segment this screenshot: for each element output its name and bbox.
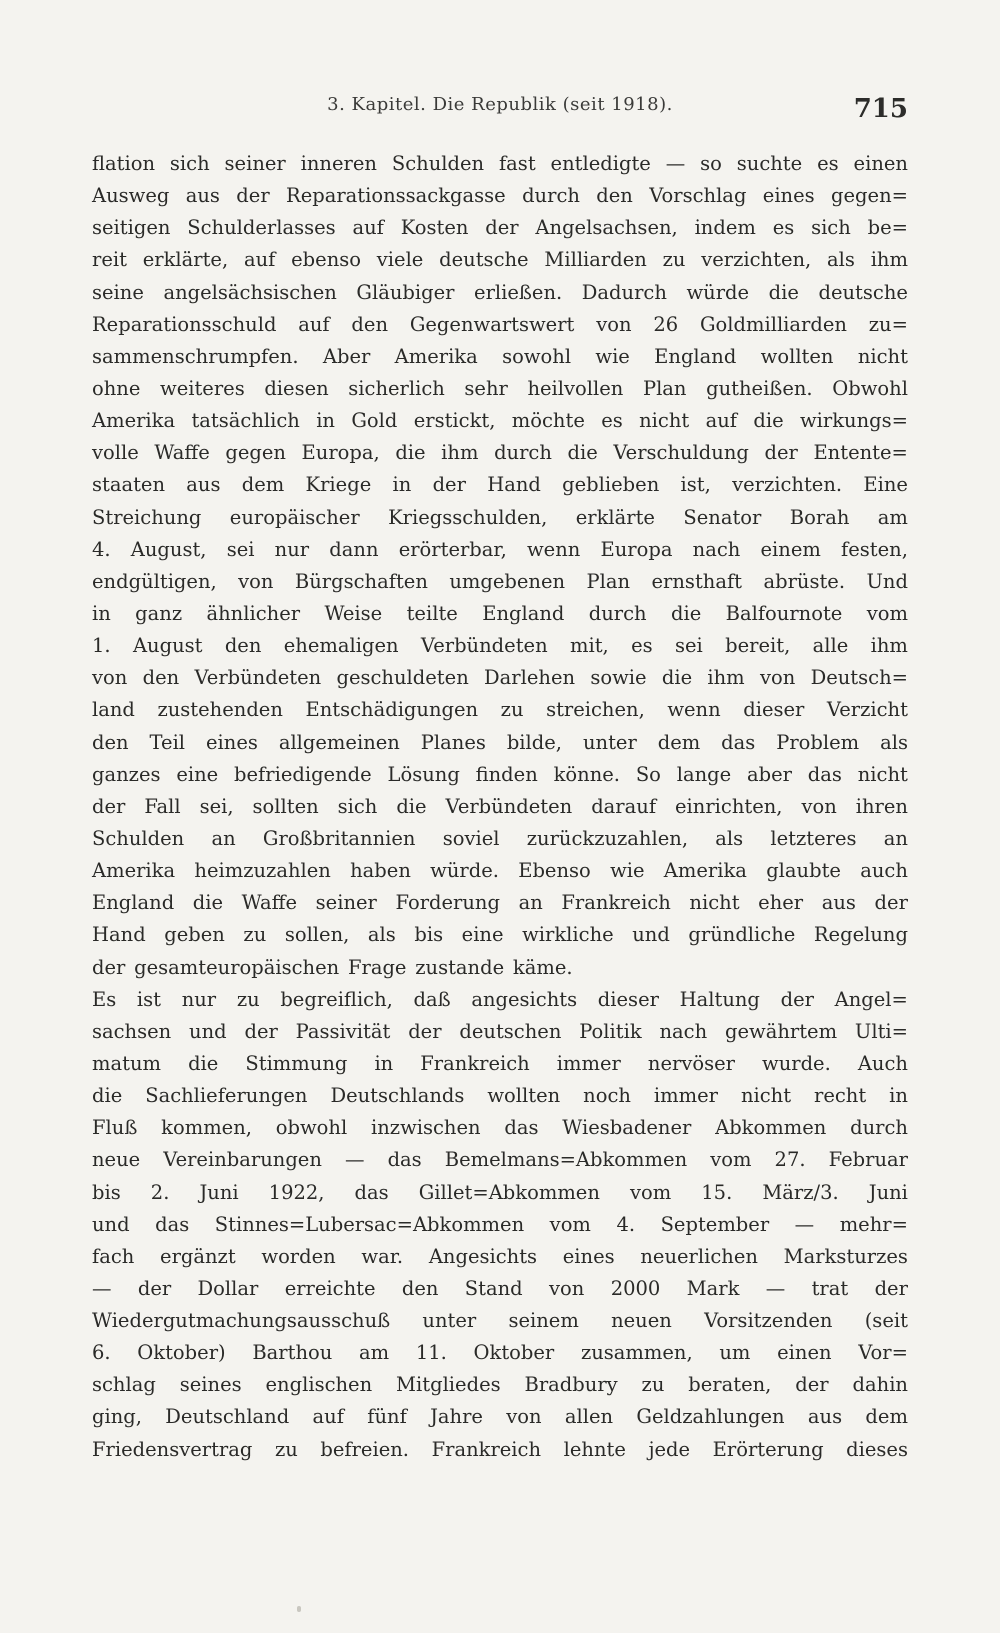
text-line: von den Verbündeten geschuldeten Darlehen sowie die ihm von Deutsch= [92,666,908,690]
text-line: — der Dollar erreichte den Stand von 2000 Mark — trat der [92,1276,908,1300]
text-line: in ganz ähnlicher Weise teilte England durch die Balfournote vom [92,601,908,625]
body-text [92,148,908,1466]
running-head [92,94,908,128]
text-line: volle Waffe gegen Europa, die ihm durch die Verschuldung der Entente= [92,441,908,465]
text-line: Es ist nur zu begreiflich, daß angesichts dieser Haltung der Angel= [92,987,908,1011]
text-line: Hand geben zu sollen, als bis eine wirkliche und gründliche Regelung [92,923,908,947]
text-line: 1. August den ehemaligen Verbündeten mit, es sei bereit, alle ihm [92,634,908,658]
text-line: land zustehenden Entschädigungen zu streichen, wenn dieser Verzicht [92,698,908,722]
text-line: England die Waffe seiner Forderung an Frankreich nicht eher aus der [92,891,908,915]
running-title: 3. Kapitel. Die Republik (seit 1918). [327,94,673,115]
text-line: neue Vereinbarungen — das Bemelmans=Abkommen vom 27. Februar [92,1148,908,1172]
text-line: sammenschrumpfen. Aber Amerika sowohl wie England wollten nicht [92,344,908,368]
text-line: reit erklärte, auf ebenso viele deutsche Milliarden zu verzichten, als ihm [92,248,908,272]
text-line: Schulden an Großbritannien soviel zurückzuzahlen, als letzteres an [92,826,908,850]
text-line: der Fall sei, sollten sich die Verbündeten darauf einrichten, von ihren [92,794,908,818]
text-line: staaten aus dem Kriege in der Hand geblieben ist, verzichten. Eine [92,473,908,497]
text-line: ohne weiteres diesen sicherlich sehr heilvollen Plan gutheißen. Obwohl [92,376,908,400]
paper-speck [297,1606,301,1612]
text-line: 6. Oktober) Barthou am 11. Oktober zusammen, um einen Vor= [92,1341,908,1365]
text-line: Streichung europäischer Kriegsschulden, erklärte Senator Borah am [92,505,908,529]
text-line: Amerika tatsächlich in Gold erstickt, möchte es nicht auf die wirkungs= [92,409,908,433]
text-line: flation sich seiner inneren Schulden fast entledigte — so suchte es einen [92,152,908,175]
text-line: Wiedergutmachungsausschuß unter seinem neuen Vorsitzenden (seit [92,1309,908,1333]
text-line: seine angelsächsischen Gläubiger erließen. Dadurch würde die deutsche [92,280,908,304]
text-line: Friedensvertrag zu befreien. Frankreich lehnte jede Erörterung dieses [92,1437,908,1461]
text-line: 4. August, sei nur dann erörterbar, wenn Europa nach einem festen, [92,537,908,561]
text-line: und das Stinnes=Lubersac=Abkommen vom 4. September — mehr= [92,1212,908,1236]
text-line: sachsen und der Passivität der deutschen Politik nach gewährtem Ulti= [92,1019,908,1043]
text-line: fach ergänzt worden war. Angesichts eines neuerlichen Marksturzes [92,1244,908,1268]
page-number: 715 [853,94,908,124]
text-line: schlag seines englischen Mitgliedes Bradbury zu beraten, der dahin [92,1373,908,1397]
text-line: seitigen Schulderlasses auf Kosten der Angelsachsen, indem es sich be= [92,216,908,240]
text-line: die Sachlieferungen Deutschlands wollten noch immer nicht recht in [92,1084,908,1108]
text-line: ging, Deutschland auf fünf Jahre von allen Geldzahlungen aus dem [92,1405,908,1429]
text-line: Ausweg aus der Reparationssackgasse durch den Vorschlag eines gegen= [92,184,908,208]
text-line: Fluß kommen, obwohl inzwischen das Wiesbadener Abkommen durch [92,1116,908,1140]
text-line: Amerika heimzuzahlen haben würde. Ebenso wie Amerika glaubte auch [92,859,908,883]
text-line: der gesamteuropäischen Frage zustande käme. [92,955,573,979]
text-line: Reparationsschuld auf den Gegenwartswert von 26 Goldmilliarden zu= [92,312,908,336]
text-line: den Teil eines allgemeinen Planes bilde, unter dem das Problem als [92,730,908,754]
text-line: endgültigen, von Bürgschaften umgebenen Plan ernsthaft abrüste. Und [92,569,908,593]
text-line: ganzes eine befriedigende Lösung finden könne. So lange aber das nicht [92,762,908,786]
text-line: matum die Stimmung in Frankreich immer nervöser wurde. Auch [92,1051,908,1075]
text-line: bis 2. Juni 1922, das Gillet=Abkommen vom 15. März/3. Juni [92,1180,908,1204]
